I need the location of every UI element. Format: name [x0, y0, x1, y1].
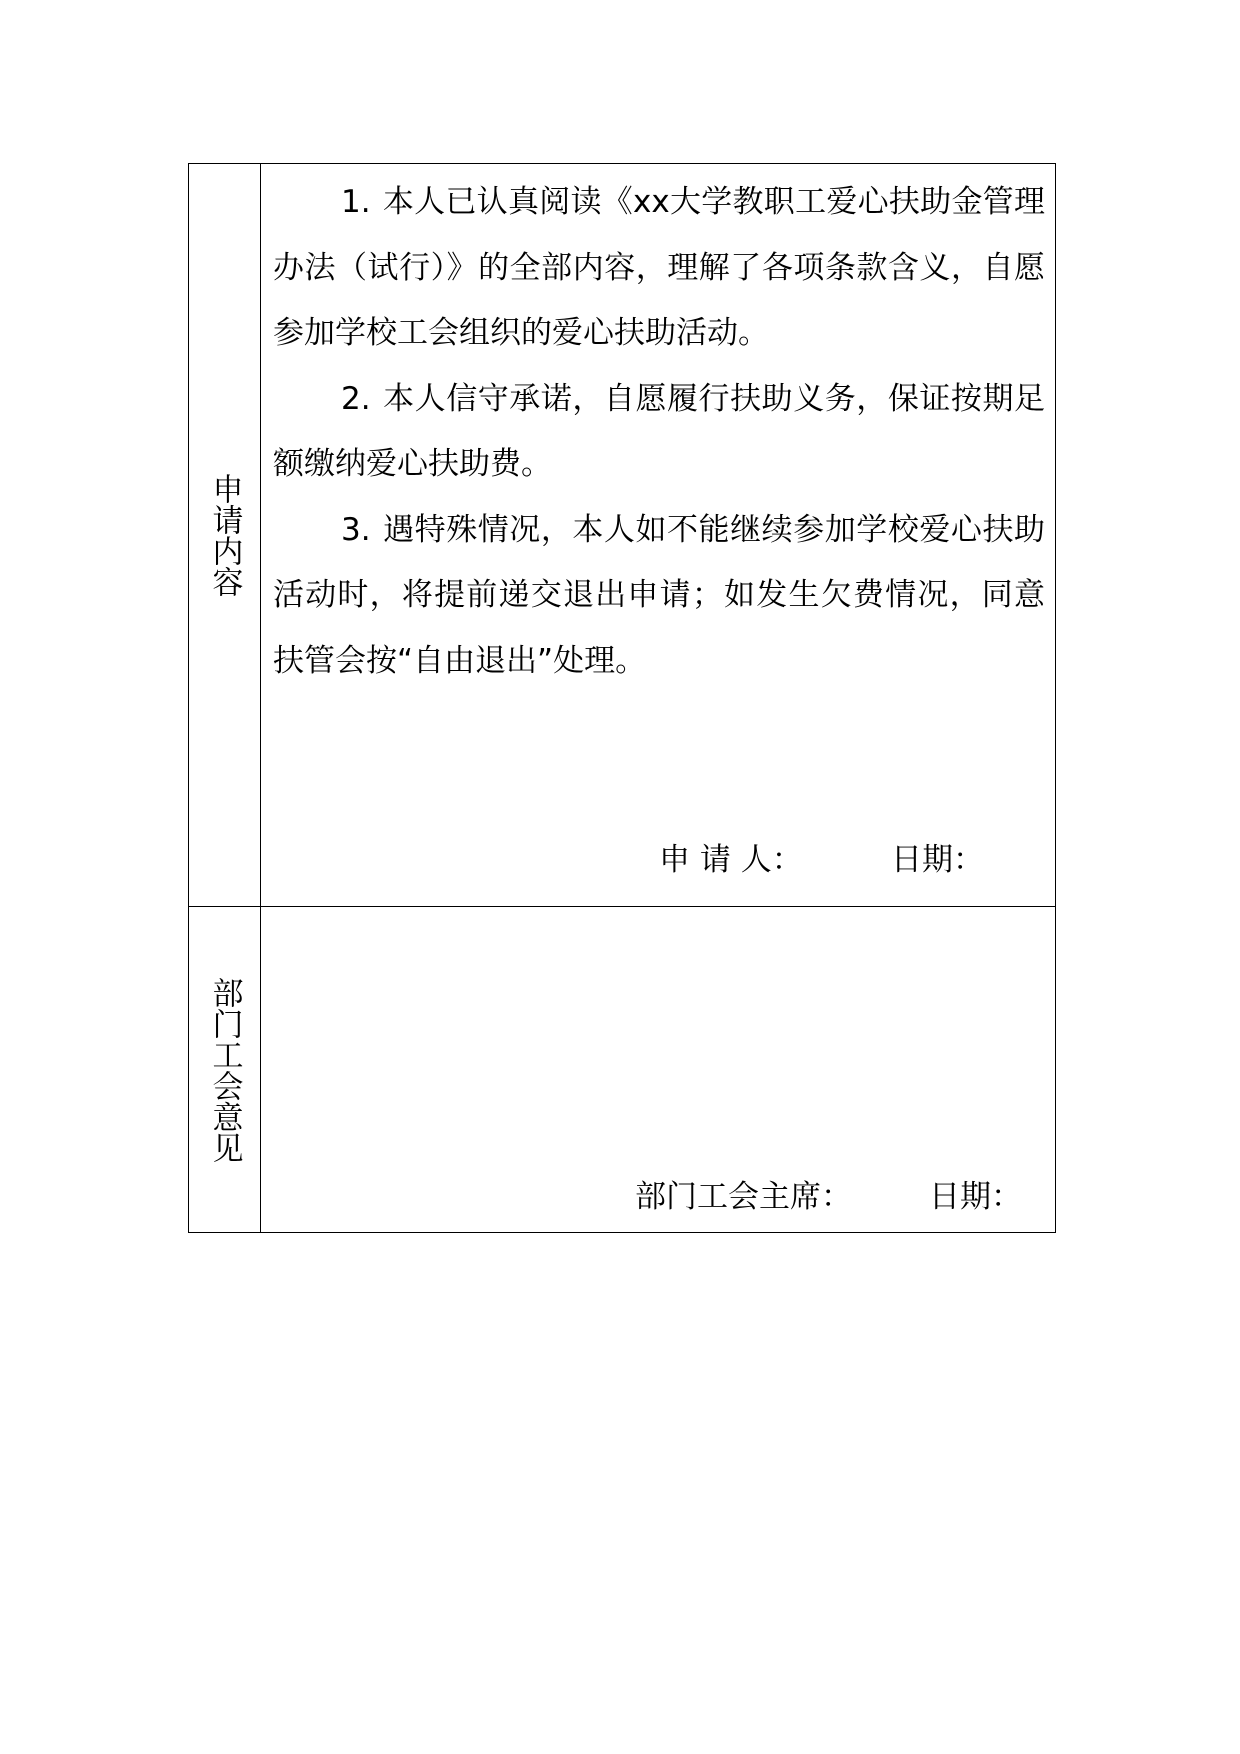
chair-signature-field[interactable]: 部门工会主席：	[635, 1179, 852, 1215]
clause-1	[273, 170, 1045, 367]
department-opinion-row	[189, 907, 1056, 1233]
department-date-field[interactable]: 日期：	[929, 1179, 1022, 1215]
application-date-field[interactable]: 日期：	[891, 842, 984, 878]
clause-text: 遇特殊情况，本人如不能继续参加学校爱心扶助活动时，将提前递交退出申请；如发生欠费情况，同意扶管会按“自由退出”处理。	[273, 511, 1045, 679]
application-content-label: 申请内容	[206, 473, 243, 597]
clause-number: 2.	[341, 380, 371, 417]
application-label-cell	[189, 164, 261, 907]
department-opinion-label: 部门工会意见	[206, 976, 243, 1163]
department-label-cell	[189, 907, 261, 1233]
department-opinion-cell[interactable]	[261, 907, 1056, 1233]
application-content-cell	[261, 164, 1056, 907]
application-form-table	[188, 163, 1056, 1233]
clause-2	[273, 367, 1045, 498]
clause-text: 本人信守承诺，自愿履行扶助义务，保证按期足额缴纳爱心扶助费。	[273, 380, 1045, 482]
clause-text: 本人已认真阅读《xx大学教职工爱心扶助金管理办法（试行）》的全部内容，理解了各项条款含义，自愿参加学校工会组织的爱心扶助活动。	[273, 184, 1045, 351]
clause-list	[273, 170, 1045, 694]
clause-number: 1.	[341, 184, 371, 220]
clause-number: 3.	[341, 511, 371, 548]
applicant-signature-field[interactable]: 申 请 人：	[659, 842, 803, 878]
application-content-row	[189, 164, 1056, 907]
clause-3	[273, 498, 1045, 695]
